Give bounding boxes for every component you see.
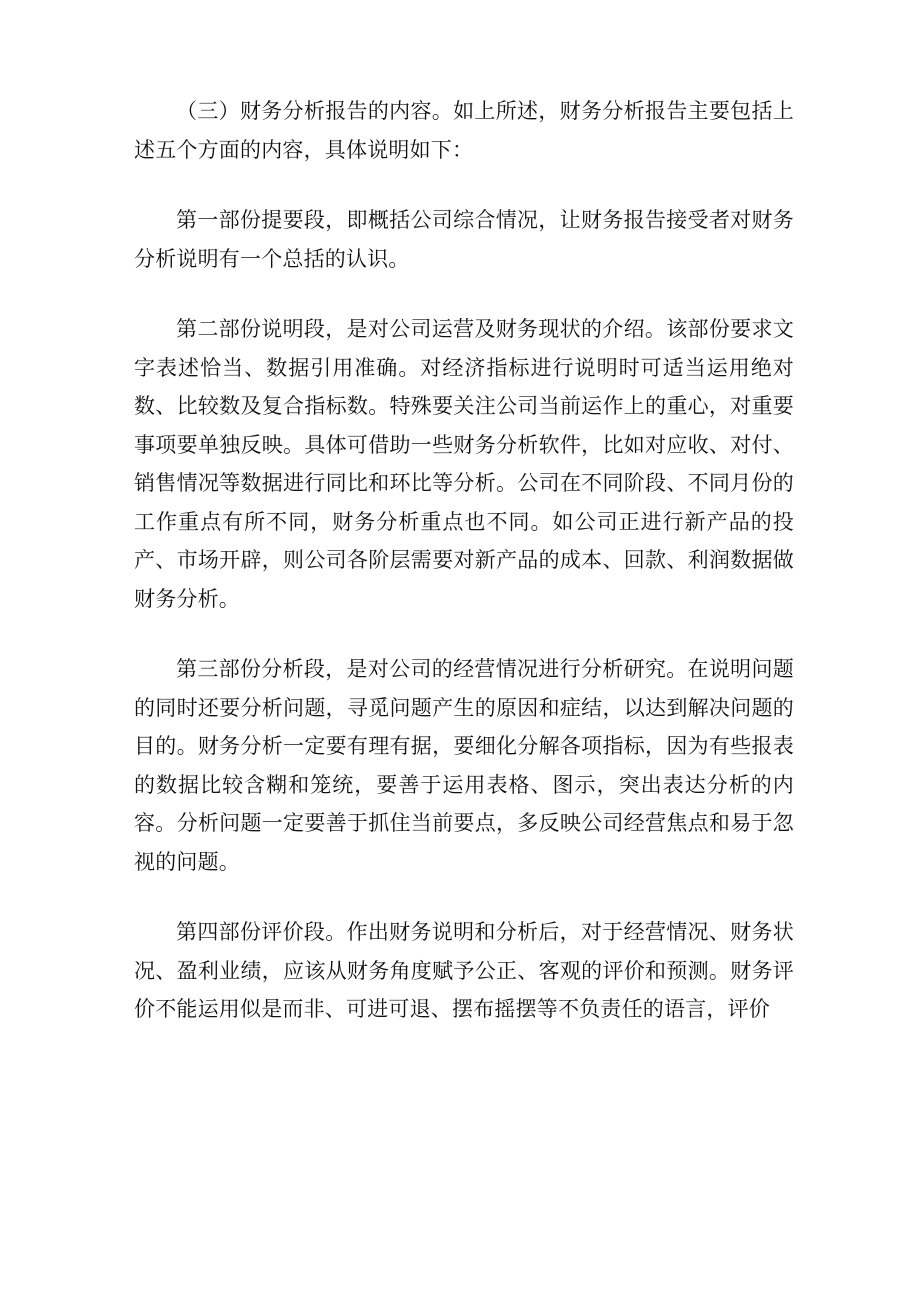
paragraph-explanation-section: 第二部份说明段，是对公司运营及财务现状的介绍。该部份要求文字表述恰当、数据引用准确。对经济指标进行说明时可适当运用绝对数、比较数及复合指标数。特殊要关注公司当前运作上的重心，对重要事项要单独反映。具体可借助一些财务分析软件，比如对应收、对付、销售情况等数据进行同比和环比等分析。公司在不同阶段、不同月份的工作重点有所不同，财务分析重点也不同。如公司正进行新产品的投产、市场开辟，则公司各阶层需要对新产品的成本、回款、利润数据做财务分析。 (134, 317, 794, 611)
paragraph-analysis-section: 第三部份分析段，是对公司的经营情况进行分析研究。在说明问题的同时还要分析问题，寻觅问题产生的原因和症结，以达到解决问题的目的。财务分析一定要有理有据，要细化分解各项指标，因为有些报表的数据比较含糊和笼统，要善于运用表格、图示，突出表达分析的内容。分析问题一定要善于抓住当前要点，多反映公司经营焦点和易于忽视的问题。 (134, 657, 794, 874)
document-body (134, 92, 794, 1061)
paragraph-summary-section: 第一部份提要段，即概括公司综合情况，让财务报告接受者对财务分析说明有一个总括的认识。 (134, 208, 794, 271)
paragraph-financial-report-contents: （三）财务分析报告的内容。如上所述，财务分析报告主要包括上述五个方面的内容，具体说明如下： (134, 99, 794, 162)
paragraph-evaluation-section: 第四部份评价段。作出财务说明和分析后，对于经营情况、财务状况、盈利业绩，应该从财务角度赋予公正、客观的评价和预测。财务评价不能运用似是而非、可进可退、摆布摇摆等不负责任的语言，评价 (134, 920, 794, 1021)
